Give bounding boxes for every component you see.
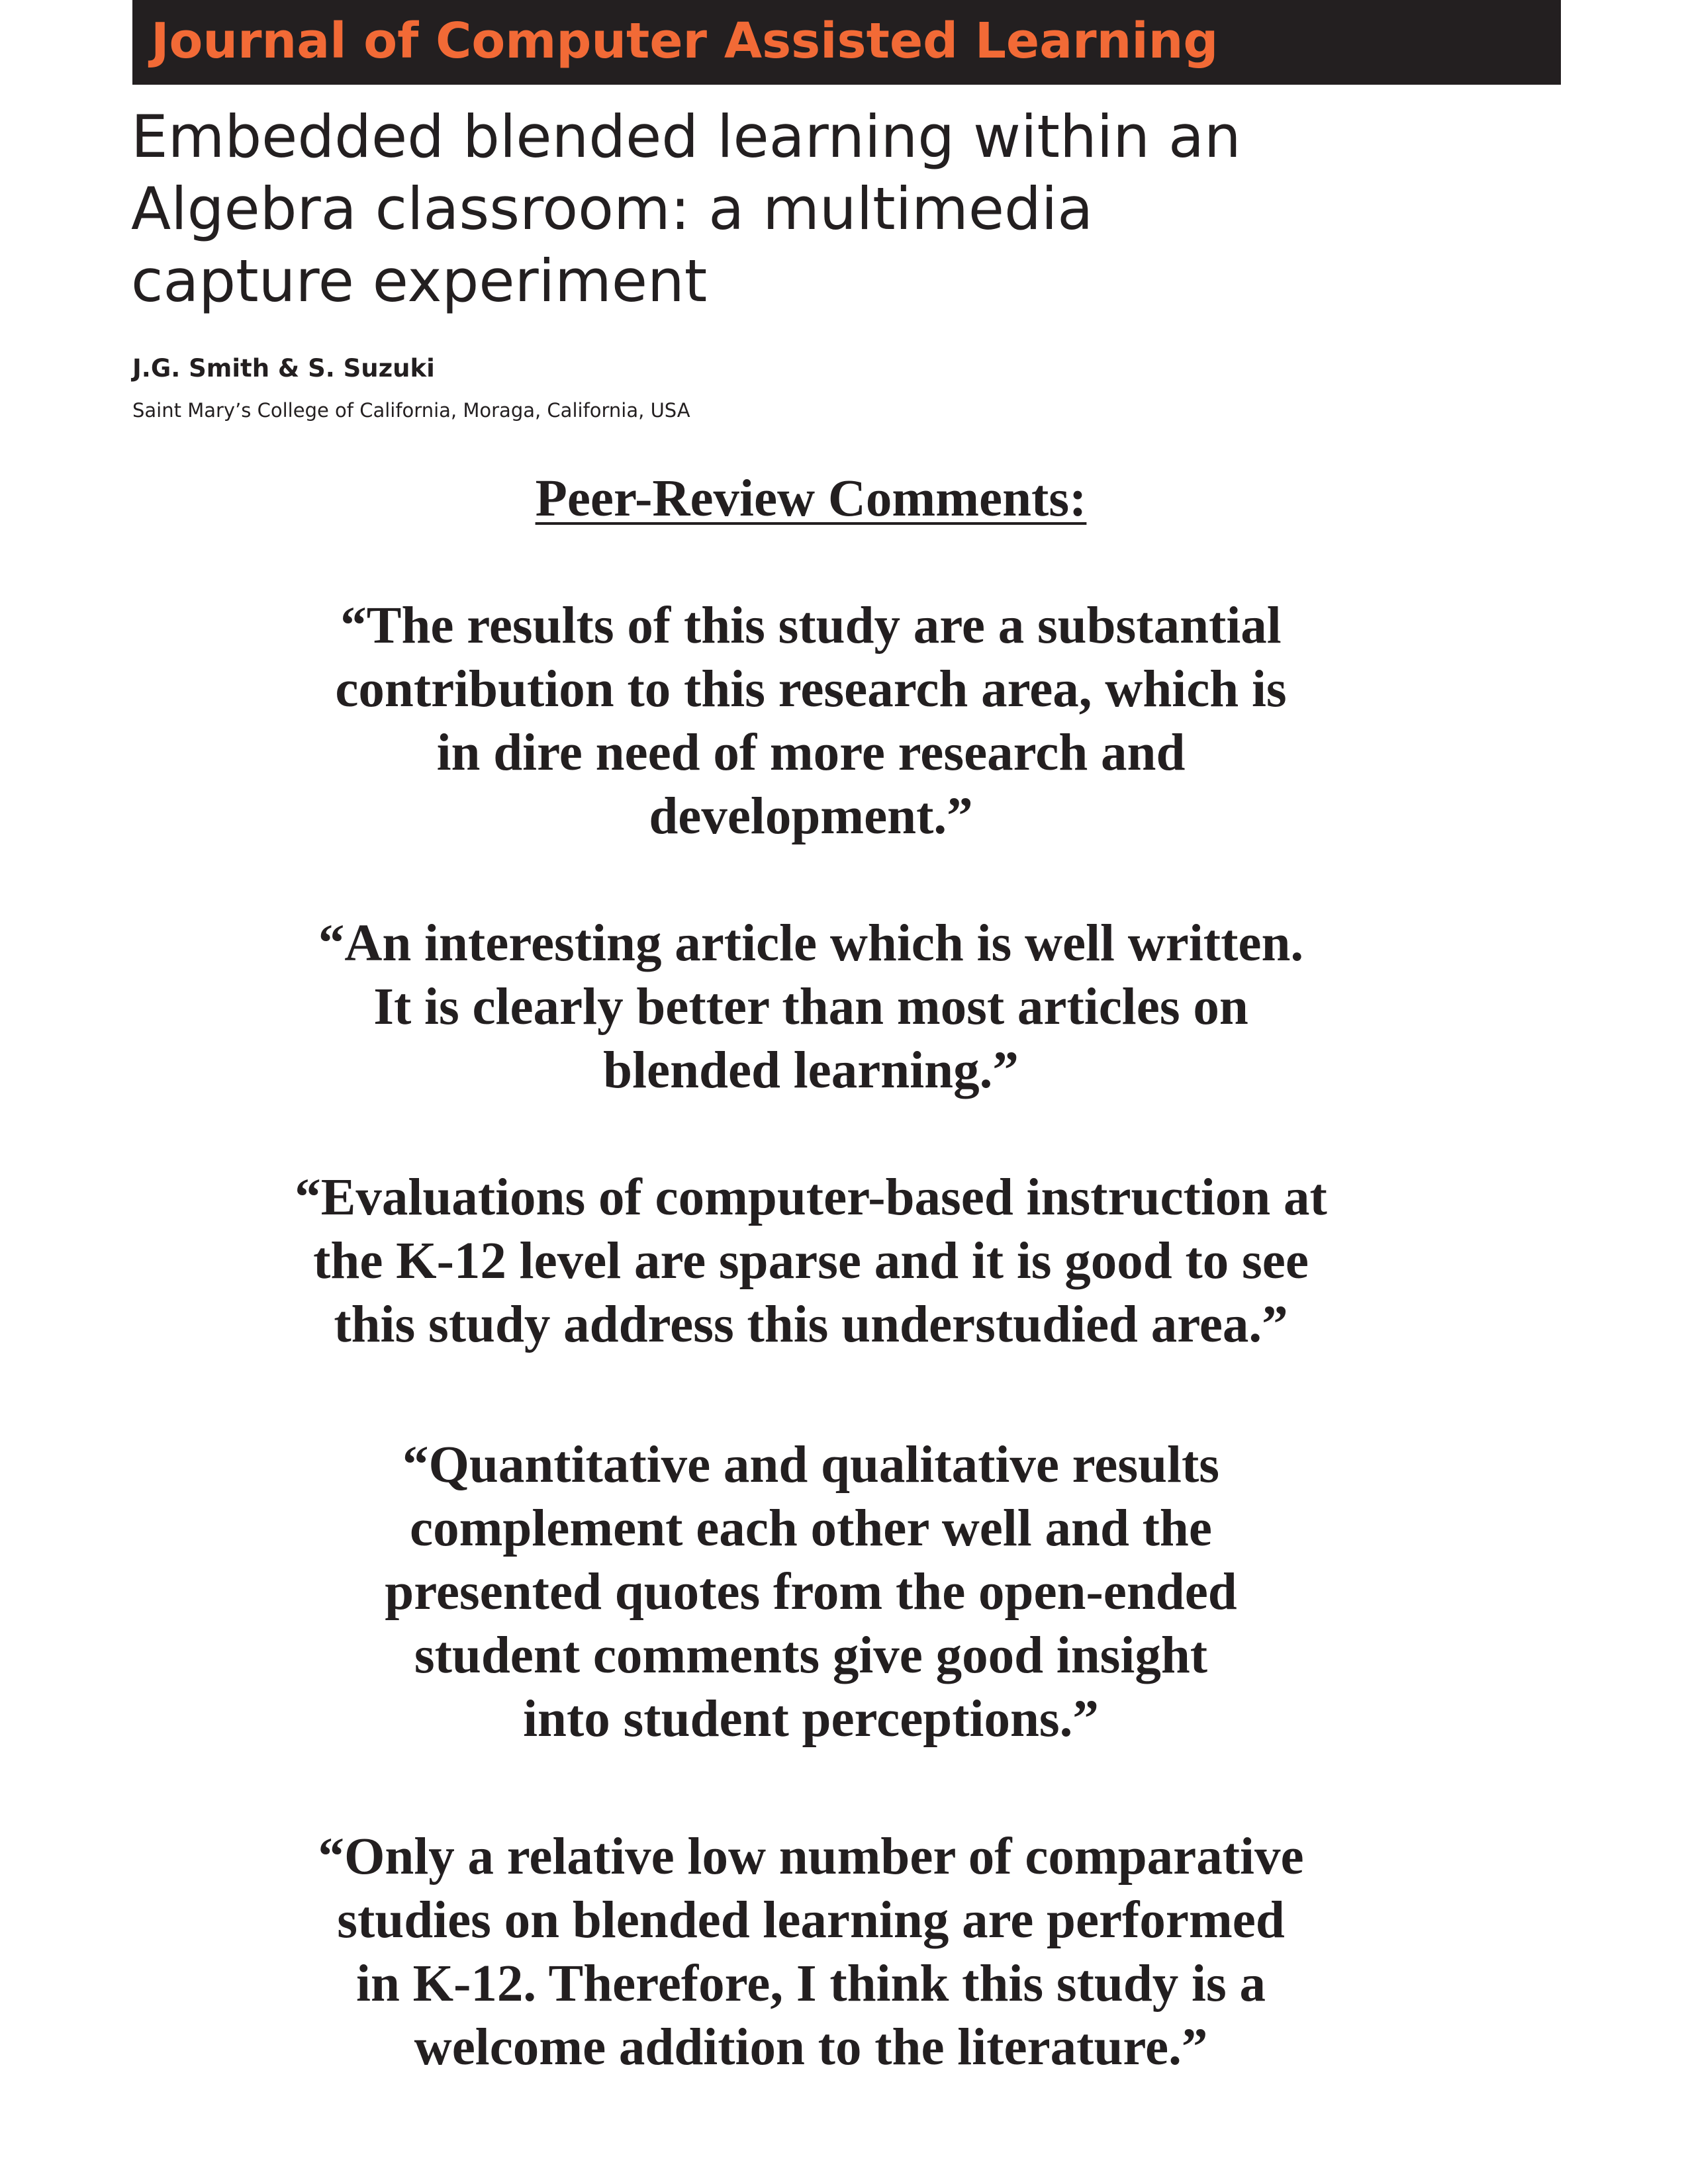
comment-line: complement each other well and the bbox=[410, 1500, 1212, 1557]
journal-banner bbox=[132, 0, 1561, 85]
review-comment-3 bbox=[0, 1166, 1622, 1357]
comment-line: “Quantitative and qualitative results bbox=[402, 1436, 1220, 1494]
comment-line: student comments give good insight bbox=[414, 1627, 1208, 1684]
article-title-line: Algebra classroom: a multimedia bbox=[131, 175, 1094, 243]
comment-line: welcome addition to the literature.” bbox=[414, 2019, 1208, 2076]
comment-line: contribution to this research area, which is bbox=[335, 660, 1287, 718]
comment-line: “Only a relative low number of comparative bbox=[318, 1828, 1304, 1886]
comment-line: “Evaluations of computer-based instruction at bbox=[295, 1169, 1327, 1226]
comment-line: studies on blended learning are performed bbox=[337, 1891, 1285, 1949]
review-comment-5 bbox=[0, 1825, 1622, 2079]
comment-line: development.” bbox=[649, 788, 973, 845]
article-title bbox=[131, 101, 1389, 317]
article-title-line: Embedded blended learning within an bbox=[131, 103, 1241, 171]
article-title-line: capture experiment bbox=[131, 247, 708, 315]
authors: J.G. Smith & S. Suzuki bbox=[132, 354, 435, 383]
comment-line: in K-12. Therefore, I think this study is a bbox=[356, 1955, 1266, 2013]
comment-line: “The results of this study are a substantial bbox=[340, 597, 1282, 655]
review-comment-4 bbox=[0, 1433, 1622, 1751]
comment-line: into student perceptions.” bbox=[523, 1690, 1099, 1748]
comment-line: this study address this understudied area.” bbox=[334, 1296, 1288, 1353]
comment-line: blended learning.” bbox=[603, 1042, 1019, 1099]
comment-line: in dire need of more research and bbox=[436, 724, 1186, 782]
journal-name: Journal of Computer Assisted Learning bbox=[151, 13, 1219, 69]
comment-line: It is clearly better than most articles on bbox=[373, 978, 1248, 1036]
peer-review-heading: Peer-Review Comments: bbox=[535, 470, 1087, 527]
comment-line: presented quotes from the open-ended bbox=[385, 1563, 1237, 1621]
comment-line: “An interesting article which is well written. bbox=[318, 915, 1304, 972]
affiliation: Saint Mary’s College of California, Moraga, California, USA bbox=[132, 399, 690, 422]
review-comment-1 bbox=[0, 594, 1622, 848]
comment-line: the K-12 level are sparse and it is good to see bbox=[313, 1232, 1309, 1290]
review-comment-2 bbox=[0, 912, 1622, 1103]
